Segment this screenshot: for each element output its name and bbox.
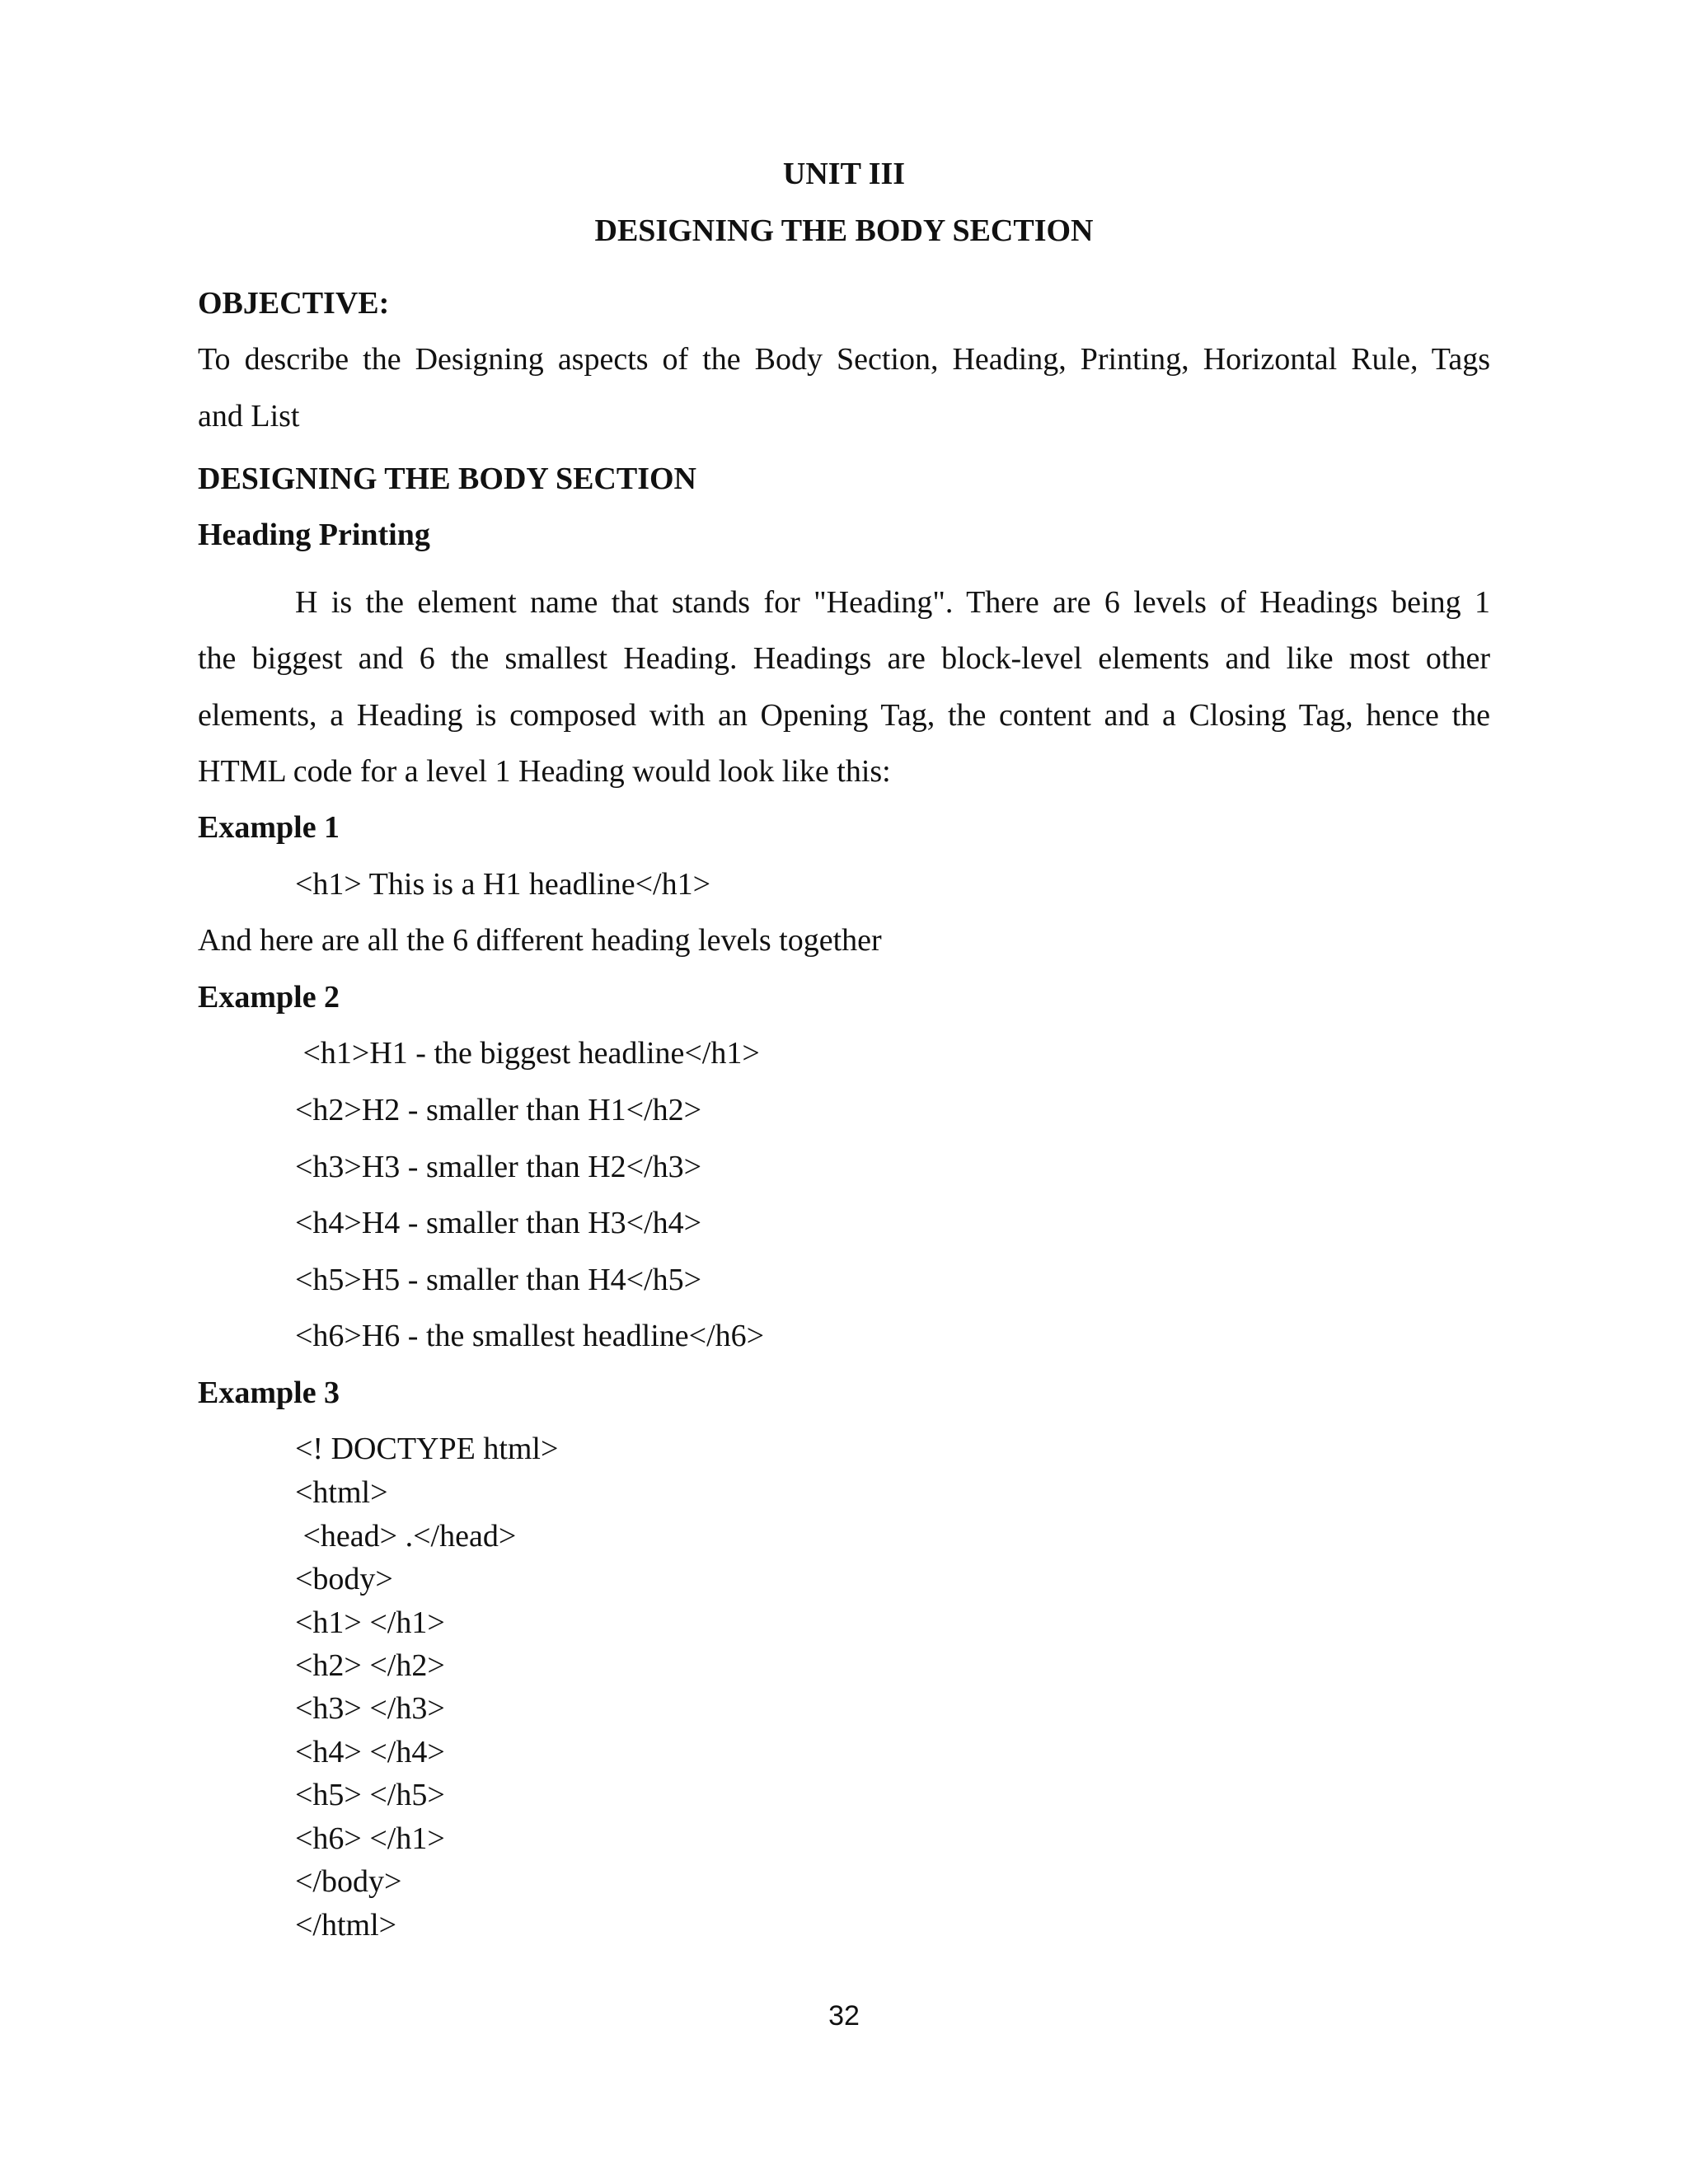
- between-text: And here are all the 6 different heading levels together: [198, 923, 882, 958]
- example-3-code-line: <h6> </h1>: [295, 1821, 445, 1856]
- paragraph-line-3: elements, a Heading is composed with an Opening Tag, the content and a Closing Tag, hence the: [198, 698, 1490, 733]
- example-3-code-line: <! DOCTYPE html>: [295, 1432, 559, 1466]
- paragraph-line-4: HTML code for a level 1 Heading would look like this:: [198, 754, 891, 789]
- unit-title: UNIT III: [782, 157, 906, 191]
- example-3-code-line: <h2> </h2>: [295, 1648, 445, 1683]
- example-3-code-line: </html>: [295, 1908, 397, 1943]
- section-heading: DESIGNING THE BODY SECTION: [198, 462, 696, 496]
- example-2-code-line: <h5>H5 - smaller than H4</h5>: [295, 1263, 702, 1297]
- example-3-code-line: <h1> </h1>: [295, 1605, 445, 1640]
- objective-text-line-1: To describe the Designing aspects of the Body Section, Heading, Printing, Horizontal Rule, Tags: [198, 342, 1490, 377]
- example-3-code-line: </body>: [295, 1864, 402, 1899]
- example-3-code-line: <head> .</head>: [295, 1519, 517, 1554]
- section-subheading: Heading Printing: [198, 518, 430, 552]
- objective-label: OBJECTIVE:: [198, 286, 390, 321]
- example-1-label: Example 1: [198, 810, 340, 845]
- example-3-code-line: <html>: [295, 1475, 388, 1510]
- objective-text-line-2: and List: [198, 399, 300, 434]
- example-3-label: Example 3: [198, 1376, 340, 1410]
- example-2-code-line: <h6>H6 - the smallest headline</h6>: [295, 1319, 765, 1353]
- example-2-code-line: <h3>H3 - smaller than H2</h3>: [295, 1150, 702, 1184]
- example-1-code: <h1> This is a H1 headline</h1>: [295, 867, 711, 902]
- example-3-code-line: <h4> </h4>: [295, 1735, 445, 1769]
- paragraph-line-1: H is the element name that stands for "Heading". There are 6 levels of Headings being 1: [295, 585, 1490, 620]
- page-number: 32: [828, 2000, 860, 2032]
- example-2-code-line: <h1>H1 - the biggest headline</h1>: [295, 1036, 760, 1071]
- example-3-code-line: <h3> </h3>: [295, 1691, 445, 1726]
- paragraph-line-2: the biggest and 6 the smallest Heading. Headings are block-level elements and like most other: [198, 641, 1490, 676]
- example-2-code-line: <h4>H4 - smaller than H3</h4>: [295, 1206, 702, 1240]
- example-2-code-line: <h2>H2 - smaller than H1</h2>: [295, 1093, 702, 1127]
- example-3-code-line: <body>: [295, 1562, 393, 1596]
- example-2-label: Example 2: [198, 980, 340, 1015]
- example-3-code-line: <h5> </h5>: [295, 1778, 445, 1812]
- chapter-title: DESIGNING THE BODY SECTION: [594, 213, 1094, 248]
